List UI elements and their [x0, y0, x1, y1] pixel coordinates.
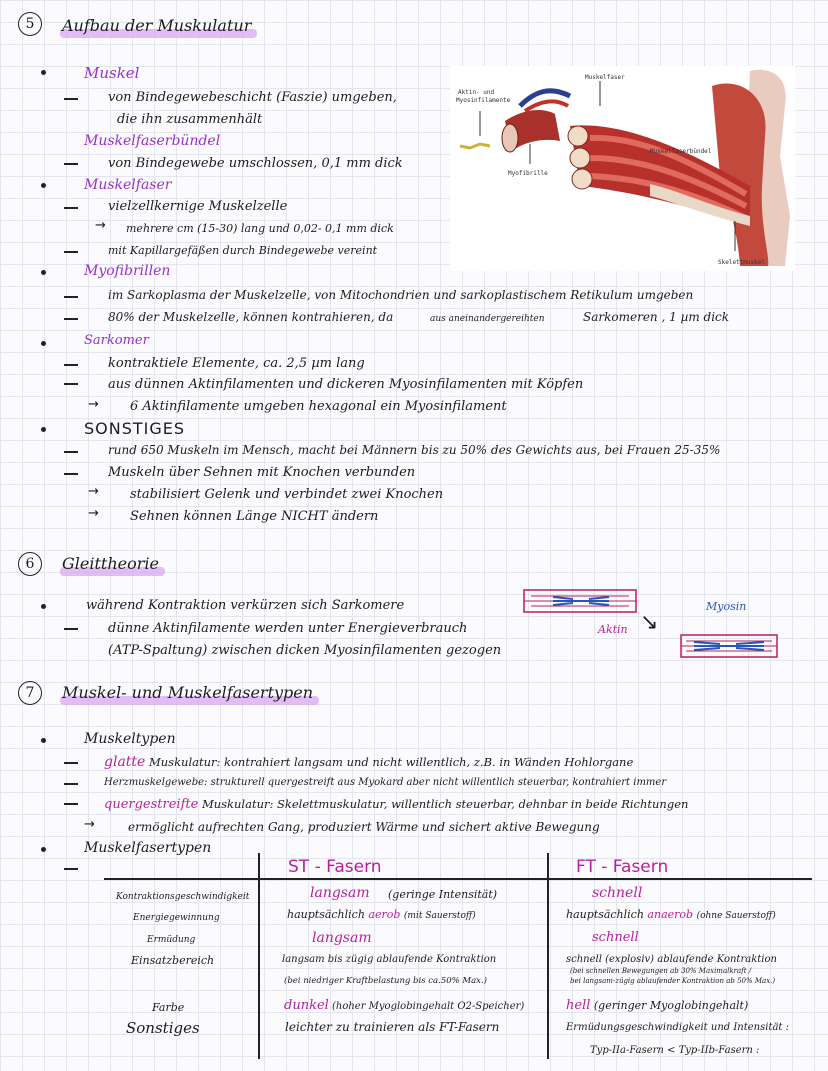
sonstiges-line-3: stabilisiert Gelenk und verbindet zwei Knochen — [130, 487, 444, 502]
muskel-line-2: die ihn zusammenhält — [117, 112, 263, 127]
img-label-aktin-2: Myosinfilamente — [456, 97, 511, 104]
st-cell: langsam bis zügig ablaufende Kontraktion — [282, 954, 497, 965]
row-label: Ermüdung — [147, 935, 196, 945]
aktin-label: Aktin — [598, 623, 628, 636]
sonstiges-title: SONSTIGES — [84, 419, 186, 438]
dash — [64, 762, 78, 764]
dash — [64, 163, 78, 165]
img-label-myofibrille: Myofibrille — [508, 170, 548, 177]
buendel-line-1: von Bindegewebe umschlossen, 0,1 mm dick — [108, 156, 403, 171]
muskeltypen-title: Muskeltypen — [84, 731, 176, 747]
right-arrow-icon: → — [88, 506, 99, 521]
quer-line — [104, 797, 688, 812]
quer-word: quergestreifte — [104, 797, 199, 812]
dash — [64, 451, 78, 453]
myosin-label: Myosin — [706, 600, 747, 613]
faser-title: Muskelfaser — [84, 177, 172, 193]
ft-cell-colored: anaerob — [647, 908, 694, 921]
right-arrow-icon: → — [95, 218, 106, 233]
st-cell-colored: dunkel — [284, 998, 329, 1013]
faser-line-1: vielzellkernige Muskelzelle — [108, 199, 288, 214]
right-arrow-icon: → — [84, 817, 95, 832]
row-label: Kontraktionsgeschwindigkeit — [116, 892, 250, 902]
st-cell-2: (bei niedriger Kraftbelastung bis ca.50% Max.) — [284, 976, 487, 986]
dash — [64, 98, 78, 100]
table-col-rule — [258, 853, 260, 1059]
quer-rest: Muskulatur: Skelettmuskulatur, willentlich steuerbar, dehnbar in beide Richtungen — [201, 797, 689, 811]
bullet — [41, 341, 46, 346]
muskel-line-1: von Bindegewebeschicht (Faszie) umgeben, — [108, 90, 397, 105]
myo-line-2b: aus aneinandergereihten — [430, 314, 545, 324]
gleit-line-1: während Kontraktion verkürzen sich Sarkomere — [86, 598, 405, 613]
ft-cell-2: (bei schnellen Bewegungen ab 30% Maximalkraft / — [570, 967, 752, 975]
myo-line-2a: 80% der Muskelzelle, können kontrahieren, da — [108, 310, 394, 324]
ft-cell: schnell — [592, 885, 643, 901]
sarkomer-line-2: aus dünnen Aktinfilamenten und dickeren Myosinfilamenten mit Köpfen — [108, 377, 584, 392]
muskel-title: Muskel — [84, 64, 140, 82]
sarkomer-line-3: 6 Aktinfilamente umgeben hexagonal ein Myosinfilament — [130, 399, 507, 414]
herz-line: Herzmuskelgewebe: strukturell quergestreift aus Myokard aber nicht willentlich steuerbar, kontrahiert immer — [104, 777, 667, 788]
ft-cell-text: hauptsächlich — [566, 908, 644, 921]
img-label-aktin: Aktin- und — [458, 89, 495, 96]
faser-line-3: mit Kapillargefäßen durch Bindegewebe vereint — [108, 244, 378, 257]
sonstiges-line-2: Muskeln über Sehnen mit Knochen verbunden — [108, 465, 416, 480]
section-number-7: 7 — [18, 681, 42, 705]
section-6-heading — [62, 554, 159, 573]
sarcomere-contracted-diagram — [680, 633, 780, 665]
section-7-heading — [62, 683, 313, 702]
faser-line-2: mehrere cm (15-30) lang und 0,02- 0,1 mm dick — [126, 222, 394, 235]
diagonal-arrow-icon: ↘ — [640, 610, 659, 635]
dash — [64, 207, 78, 209]
muscle-anatomy-illustration — [450, 66, 795, 271]
sarcomere-relaxed-diagram — [523, 588, 638, 620]
dash — [64, 628, 78, 630]
section-number-5: 5 — [18, 12, 42, 36]
myo-line-2c: Sarkomeren , 1 µm dick — [583, 310, 730, 324]
dash — [64, 803, 78, 805]
section-7-title: Muskel- und Muskelfasertypen — [62, 683, 314, 702]
bullet — [41, 847, 46, 852]
sonstiges-line-4: Sehnen können Länge NICHT ändern — [130, 509, 379, 524]
quer-arrow-line: ermöglicht aufrechten Gang, produziert Wärme und sichert aktive Bewegung — [128, 820, 600, 834]
dash — [64, 364, 78, 366]
right-arrow-icon: → — [88, 484, 99, 499]
glatte-rest: Muskulatur: kontrahiert langsam und nicht willentlich, z.B. in Wänden Hohlorgane — [148, 755, 634, 769]
ft-cell-2: Typ-IIa-Fasern < Typ-IIb-Fasern : — [590, 1045, 760, 1056]
sarkomer-title: Sarkomer — [84, 333, 149, 348]
ft-cell: Ermüdungsgeschwindigkeit und Intensität : — [566, 1022, 789, 1033]
bullet — [41, 270, 46, 275]
row-label: Farbe — [152, 1001, 185, 1014]
st-cell-extra: (mit Sauerstoff) — [403, 911, 476, 921]
bullet — [41, 70, 46, 75]
dash — [64, 296, 78, 298]
gleit-line-3: (ATP-Spaltung) zwischen dicken Myosinfilamenten gezogen — [108, 643, 502, 658]
dash — [64, 783, 78, 785]
section-5-title: Aufbau der Muskulatur — [62, 16, 252, 35]
img-label-buendel: Muskelfaserbündel — [650, 148, 712, 155]
ft-cell — [566, 998, 748, 1013]
ft-cell-colored: hell — [566, 998, 591, 1013]
gleit-line-2: dünne Aktinfilamente werden unter Energieverbrauch — [108, 621, 468, 636]
st-cell — [284, 998, 524, 1013]
ft-cell — [566, 908, 776, 921]
table-header-rule — [104, 878, 812, 880]
st-cell: langsam — [312, 930, 372, 946]
bullet — [41, 427, 46, 432]
bullet — [41, 738, 46, 743]
row-label: Sonstiges — [126, 1019, 200, 1037]
col-header-st: ST - Fasern — [288, 857, 382, 877]
section-5-heading — [62, 16, 251, 35]
st-cell-colored: aerob — [368, 908, 401, 921]
ft-cell: schnell (explosiv) ablaufende Kontraktion — [566, 954, 777, 965]
dash — [64, 473, 78, 475]
st-cell: leichter zu trainieren als FT-Fasern — [285, 1020, 500, 1034]
st-cell-text: hauptsächlich — [287, 908, 365, 921]
glatte-word: glatte — [104, 754, 146, 770]
dash — [64, 318, 78, 320]
buendel-title: Muskelfaserbündel — [84, 133, 221, 149]
st-cell-extra: (hoher Myoglobingehalt O2-Speicher) — [331, 1001, 525, 1012]
section-number-6: 6 — [18, 552, 42, 576]
dash — [64, 251, 78, 253]
dash — [64, 868, 78, 870]
ft-cell-extra: (geringer Myoglobingehalt) — [593, 999, 749, 1012]
ft-cell-extra: (ohne Sauerstoff) — [696, 911, 776, 921]
right-arrow-icon: → — [88, 397, 99, 412]
fasertypen-title: Muskelfasertypen — [84, 840, 212, 856]
bullet — [41, 604, 46, 609]
myo-title: Myofibrillen — [84, 263, 171, 279]
st-cell-extra: (geringe Intensität) — [388, 888, 498, 901]
row-label: Energiegewinnung — [133, 913, 220, 923]
sonstiges-line-1: rund 650 Muskeln im Mensch, macht bei Männern bis zu 50% des Gewichts aus, bei Frauen 25-35% — [108, 443, 721, 457]
img-label-skelett: Skelettmuskel — [718, 259, 765, 266]
row-label: Einsatzbereich — [131, 954, 215, 967]
myo-line-1: im Sarkoplasma der Muskelzelle, von Mitochondrien und sarkoplastischem Retikulum umgeben — [108, 288, 694, 302]
st-cell: langsam — [310, 885, 370, 901]
sarkomer-line-1: kontraktiele Elemente, ca. 2,5 µm lang — [108, 356, 365, 371]
dash — [64, 383, 78, 385]
ft-cell: schnell — [592, 930, 639, 945]
col-header-ft: FT - Fasern — [576, 857, 669, 877]
st-cell — [287, 908, 476, 921]
glatte-line — [104, 754, 633, 770]
section-6-title: Gleittheorie — [62, 554, 159, 573]
table-col-rule — [547, 853, 549, 1059]
ft-cell-3: bei langsam-zügig ablaufender Kontraktion ab 50% Max.) — [570, 977, 776, 985]
bullet — [41, 183, 46, 188]
img-label-muskelfaser: Muskelfaser — [585, 74, 625, 81]
